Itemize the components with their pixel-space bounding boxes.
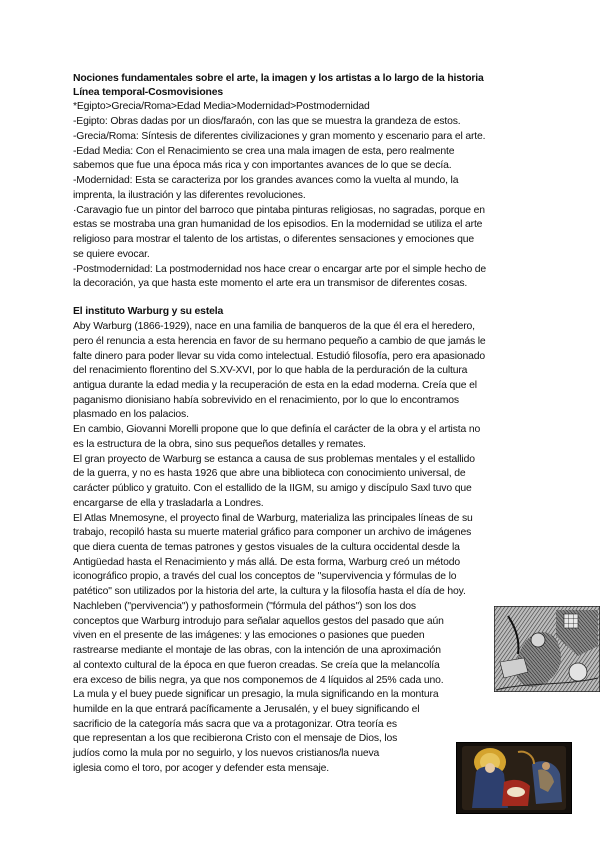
paragraph-line: pero él renuncia a esta herencia en favor de su hermano pequeño a cambio de que jamás le bbox=[73, 336, 486, 347]
paragraph-line: Antigüedad hasta el Renacimiento y más allá. De esta forma, Warburg creó un método bbox=[73, 557, 460, 568]
paragraph-line: En cambio, Giovanni Morelli propone que lo que definía el carácter de la obra y el artista no bbox=[73, 424, 481, 435]
paragraph-line: El gran proyecto de Warburg se estanca a causa de sus problemas mentales y el estallido bbox=[73, 454, 475, 465]
paragraph-line: -Postmodernidad: La postmodernidad nos hace crear o encargar arte por el simple hecho de bbox=[73, 264, 487, 275]
paragraph-line: -Grecia/Roma: Síntesis de diferentes civilizaciones y gran momento y escenario para el arte. bbox=[73, 131, 486, 142]
paragraph-line: encargarse de ella y trasladarla a Londres. bbox=[73, 498, 264, 509]
paragraph-line: judíos como la mula por no seguirlo, y los nuevos cristianos/la nueva bbox=[73, 748, 380, 759]
paragraph-line: ·Caravagio fue un pintor del barroco que pintaba pinturas religiosas, no sagradas, porque en bbox=[73, 205, 485, 216]
paragraph-line: patético" son utilizados por la historia del arte, la cultura y la filosofía hasta el día de hoy. bbox=[73, 586, 466, 597]
paragraph-line: iconográfico propio, a través del cual los conceptos de "supervivencia y fórmulas de lo bbox=[73, 571, 457, 582]
paragraph-line: antigua durante la edad media y la recuperación de esta en la edad moderna. Creía que el bbox=[73, 380, 477, 391]
section1-subheading: Línea temporal-Cosmovisiones bbox=[73, 87, 223, 98]
paragraph-line: sabemos que fue una época más rica y con importantes avances de lo que se decía. bbox=[73, 160, 452, 171]
paragraph-line: viven en el presente de las imágenes: y las emociones o pasiones que pueden bbox=[73, 630, 425, 641]
paragraph-line: humilde en la que entrará pacíficamente a Jerusalén, y el buey significando el bbox=[73, 704, 420, 715]
paragraph-line: carácter público y gratuito. Con el estallido de la IIGM, su amigo y discípulo Saxl tuvo que bbox=[73, 483, 472, 494]
paragraph-line: iglesia como el toro, por acoger y defender esta mensaje. bbox=[73, 763, 329, 774]
paragraph-line: la decoración, ya que hasta este momento el arte era un transmisor de diferentes cosas. bbox=[73, 278, 468, 289]
melencolia-engraving-icon bbox=[494, 606, 600, 692]
paragraph-line: El Atlas Mnemosyne, el proyecto final de Warburg, materializa las principales líneas de su bbox=[73, 513, 473, 524]
paragraph-line: imprenta, la ilustración y las diferentes revoluciones. bbox=[73, 190, 306, 201]
paragraph-line: se quiere evocar. bbox=[73, 249, 150, 260]
nativity-painting-icon bbox=[456, 742, 572, 814]
section2-heading: El instituto Warburg y su estela bbox=[73, 306, 224, 317]
paragraph-line: La mula y el buey puede significar un presagio, la mula significando en la montura bbox=[73, 689, 439, 700]
paragraph-line: religioso para mostrar el talento de los artistas, o diferentes sensaciones y emociones que bbox=[73, 234, 475, 245]
paragraph-line: que representan a los que recibierona Cristo con el mensaje de Dios, los bbox=[73, 733, 398, 744]
section1-heading: Nociones fundamentales sobre el arte, la imagen y los artistas a lo largo de la historia bbox=[73, 73, 484, 84]
paragraph-line: al contexto cultural de la época en que fueron creadas. Se creía que la melancolía bbox=[73, 660, 440, 671]
paragraph-line: que diera cuenta de temas patrones y gestos visuales de la cultura occidental desde la bbox=[73, 542, 460, 553]
paragraph-line: rastrearse mediante el montaje de las obras, con la intención de una aproximación bbox=[73, 645, 441, 656]
paragraph-line: conceptos que Warburg introdujo para señalar aquellos gestos del pasado que aún bbox=[73, 616, 444, 627]
paragraph-line: Nachleben ("pervivencia") y pathosformein ("fórmula del páthos") son los dos bbox=[73, 601, 416, 612]
paragraph-line: trabajo, recopiló hasta su muerte material gráfico para componer un archivo de imágenes bbox=[73, 527, 472, 538]
paragraph-line: Aby Warburg (1866-1929), nace en una familia de banqueros de la que él era el heredero, bbox=[73, 321, 475, 332]
paragraph-line: falte dinero para poder llevar su vida como intelectual. Estudió filosofía, pero era apasionado bbox=[73, 351, 486, 362]
paragraph-line: -Egipto: Obras dadas por un dios/faraón, con las que se muestra la grandeza de estos. bbox=[73, 116, 461, 127]
paragraph-line: plasmado en los palacios. bbox=[73, 409, 189, 420]
paragraph-line: -Edad Media: Con el Renacimiento se crea una mala imagen de esta, pero realmente bbox=[73, 146, 455, 157]
paragraph-line: era exceso de bilis negra, ya que nos componemos de 4 líquidos al 25% cada uno. bbox=[73, 675, 444, 686]
paragraph-line: sacrificio de la categoría más sacra que va a protagonizar. Otra teoría es bbox=[73, 719, 397, 730]
paragraph-line: -Modernidad: Esta se caracteriza por los grandes avances como la vuelta al mundo, la bbox=[73, 175, 459, 186]
paragraph-line: es la estructura de la obra, sino sus pequeños detalles y remates. bbox=[73, 439, 366, 450]
paragraph-line: *Egipto>Grecia/Roma>Edad Media>Modernidad>Postmodernidad bbox=[73, 101, 370, 112]
paragraph-line: de la guerra, y no es hasta 1926 que abre una biblioteca con conocimiento universal, de bbox=[73, 468, 466, 479]
paragraph-line: paganismo dionisiano había sobrevivido en el renacimiento, por lo que lo encontramos bbox=[73, 395, 459, 406]
paragraph-line: del renacimiento florentino del S.XV-XVI, por lo que habla de la perduración de la cultura bbox=[73, 365, 468, 376]
paragraph-line: estas se mostraba una gran humanidad de los episodios. En la modernidad se utiliza el arte bbox=[73, 219, 483, 230]
